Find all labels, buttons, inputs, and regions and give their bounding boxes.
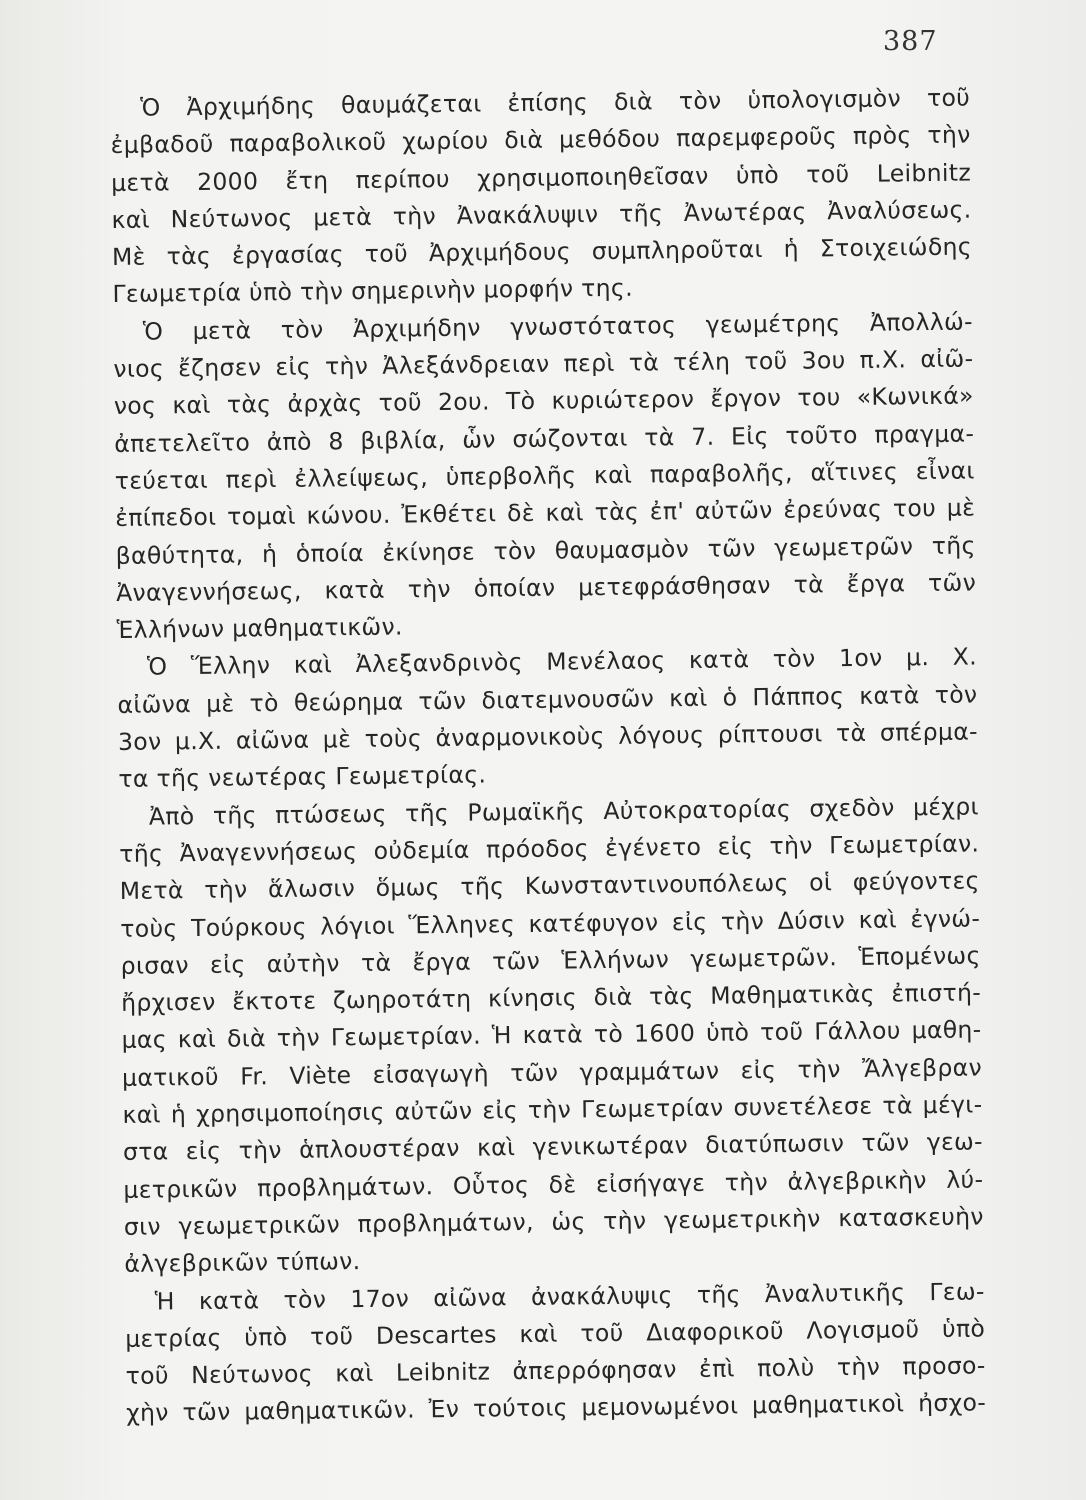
text-line: 3ον μ.Χ. αἰῶνα μὲ τοὺς ἀναρμονικοὺς λόγους ρίπτουσι τὰ σπέρμα- [117,717,979,756]
body-text [110,79,986,1432]
text-line: ἀπετελεῖτο ἀπὸ 8 βιβλία, ὧν σώζονται τὰ 7. Εἰς τοῦτο πραγμα- [114,419,975,458]
text-line: ματικοῦ Fr. Viète εἰσαγωγὴ τῶν γραμμάτων εἰς τὴν Ἄλγεβραν [121,1053,983,1092]
text-line: τοὺς Τούρκους λόγιοι Ἕλληνες κατέφυγον εἰς τὴν Δύσιν καὶ ἐγνώ- [120,903,981,943]
text-line: Μὲ τὰς ἐργασίας τοῦ Ἀρχιμήδους συμπληροῦται ἡ Στοιχειώδης [111,232,973,272]
text-line: καὶ Νεύτωνος μετὰ τὴν Ἀνακάλυψιν τῆς Ἀνωτέρας Ἀναλύσεως. [111,195,972,234]
text-line: ἀλγεβρικῶν τύπων. [124,1247,361,1279]
text-line: νιος ἔζησεν εἰς τὴν Ἀλεξάνδρειαν περὶ τὰ τέλη τοῦ 3ου π.Χ. αἰῶ- [113,344,974,384]
text-line: Ἡ κατὰ τὸν 17ον αἰῶνα ἀνακάλυψις τῆς Ἀναλυτικῆς Γεω- [154,1276,985,1316]
text-line: Ἑλλήνων μαθηματικῶν. [116,612,403,645]
text-line: τοῦ Νεύτωνος καὶ Leibnitz ἀπερρόφησαν ἐπὶ πολὺ τὴν προσο- [125,1351,986,1390]
text-line: Ἀπὸ τῆς πτώσεως τῆς Ρωμαϊκῆς Αὐτοκρατορίας σχεδὸν μέχρι [148,792,979,831]
text-line: ἐμβαδοῦ παραβολικοῦ χωρίου διὰ μεθόδου παρεμφεροῦς πρὸς τὴν [110,120,971,160]
text-line: αἰῶνα μὲ τὸ θεώρημα τῶν διατεμνουσῶν καὶ ὁ Πάππος κατὰ τὸν [117,680,978,719]
text-line: τα τῆς νεωτέρας Γεωμετρίας. [118,760,487,794]
text-line: καὶ ἡ χρησιμοποίησις αὐτῶν εἰς τὴν Γεωμετρίαν συνετέλεσε τὰ μέγι- [122,1090,983,1129]
text-line: στα εἰς τὴν ἁπλουστέραν καὶ γενικωτέραν διατύπωσιν τῶν γεω- [122,1127,984,1167]
text-line: βαθύτητα, ἡ ὁποία ἐκίνησε τὸν θαυμασμὸν τῶν γεωμετρῶν τῆς [115,531,976,570]
text-line: χὴν τῶν μαθηματικῶν. Ἐν τούτοις μεμονωμένοι μαθηματικοὶ ἠσχο- [125,1388,987,1428]
text-line: μετὰ 2000 ἔτη περίπου χρησιμοποιηθεῖσαν ὑπὸ τοῦ Leibnitz [110,158,972,197]
text-line: τῆς Ἀναγεννήσεως οὐδεμία πρόοδος ἐγένετο εἰς τὴν Γεωμετρίαν. [119,829,980,868]
text-line: ἤρχισεν ἔκτοτε ζωηροτάτη κίνησις διὰ τὰς Μαθηματικὰς ἐπιστή- [120,978,982,1018]
text-line: Ἀναγεννήσεως, κατὰ τὴν ὁποίαν μετεφράσθησαν τὰ ἔργα τῶν [115,568,977,607]
text-line: Γεωμετρία ὑπὸ τὴν σημερινὴν μορφήν της. [112,274,634,309]
text-line: σιν γεωμετρικῶν προβλημάτων, ὡς τὴν γεωμετρικὴν κατασκευὴν [123,1202,984,1241]
text-line: Μετὰ τὴν ἅλωσιν ὅμως τῆς Κωνσταντινουπόλεως οἱ φεύγοντες [119,866,980,906]
page-number: 387 [883,26,938,57]
text-line: μετρίας ὑπὸ τοῦ Descartes καὶ τοῦ Διαφορικοῦ Λογισμοῦ ὑπὸ [125,1314,986,1353]
text-line: Ὁ Ἕλλην καὶ Ἀλεξανδρινὸς Μενέλαος κατὰ τὸν 1ον μ. Χ. [146,642,978,682]
text-line: ἐπίπεδοι τομαὶ κώνου. Ἐκθέτει δὲ καὶ τὰς ἐπ' αὐτῶν ἐρεύνας του μὲ [115,493,976,533]
text-line: μετρικῶν προβλημάτων. Οὗτος δὲ εἰσήγαγε τὴν ἀλγεβρικὴν λύ- [123,1165,984,1204]
text-line: Ὁ μετὰ τὸν Ἀρχιμήδην γνωστότατος γεωμέτρης Ἀπολλώ- [142,307,974,346]
text-line: νος καὶ τὰς ἀρχὰς τοῦ 2ου. Τὸ κυριώτερον ἔργον του «Κωνικά» [113,381,974,421]
text-line: μας καὶ διὰ τὴν Γεωμετρίαν. Ἡ κατὰ τὸ 1600 ὑπὸ τοῦ Γάλλου μαθη- [121,1015,982,1055]
text-line: ρισαν εἰς αὐτὴν τὰ ἔργα τῶν Ἑλλήνων γεωμετρῶν. Ἑπομένως [120,941,981,980]
text-line: Ὁ Ἀρχιμήδης θαυμάζεται ἐπίσης διὰ τὸν ὑπολογισμὸν τοῦ [140,83,971,122]
text-line: τεύεται περὶ ἐλλείψεως, ὑπερβολῆς καὶ παραβολῆς, αἵτινες εἶναι [114,456,975,495]
